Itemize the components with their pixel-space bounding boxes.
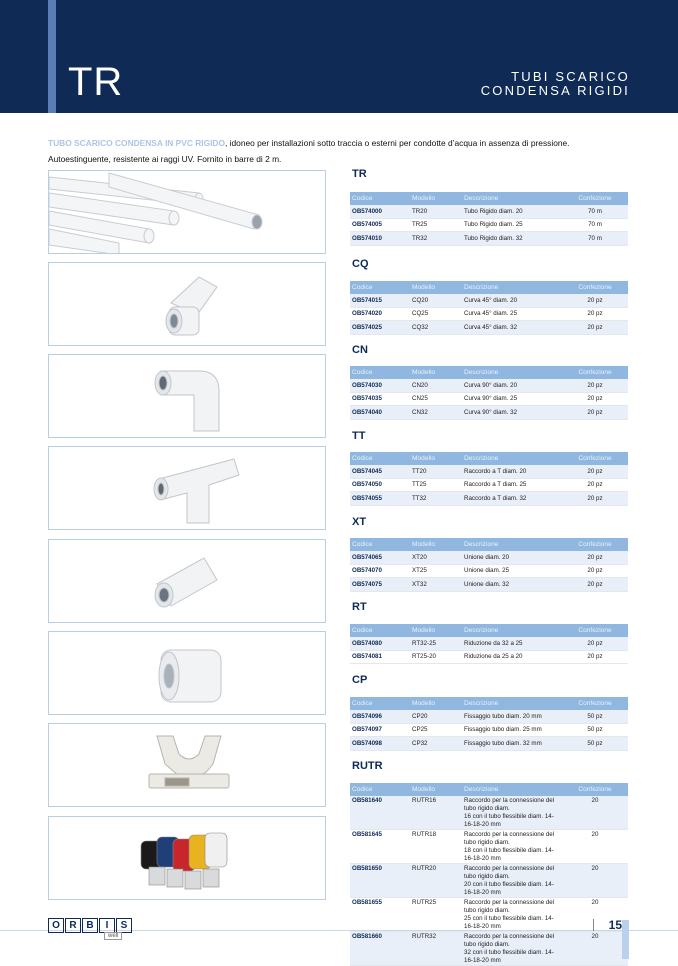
table-rutr [350,783,628,966]
cell-desc-line1: Raccordo per la connessione del tubo rigido diam. [464,831,555,846]
table-row [350,478,628,492]
table-row [350,796,628,830]
header-code: Codice [350,624,410,637]
curve-45-illustration [49,263,326,346]
photo-rt [48,631,326,715]
logo-letter: O [48,918,64,933]
cell-pack: 20 pz [562,578,628,592]
cell-model: CQ32 [410,321,462,335]
cell-pack: 20 [562,864,628,898]
table-row [350,307,628,321]
page-title [481,70,630,98]
cell-pack: 20 pz [562,564,628,578]
cell-desc [462,932,562,966]
header-desc: Descrizione [462,624,562,637]
logo-letter: I [99,918,115,933]
header-model: Modello [410,366,462,379]
cell-model: CP20 [410,710,462,723]
cell-model: TT20 [410,465,462,478]
cell-model: XT20 [410,551,462,564]
photo-cp [48,723,326,807]
cell-code: OB581640 [350,796,410,830]
header-code: Codice [350,697,410,710]
cell-code: OB574045 [350,465,410,478]
header-pack: Confezione [562,366,628,379]
cell-pack: 20 pz [562,650,628,664]
cell-model: RUTR16 [410,796,462,830]
cell-desc: Fissaggio tubo diam. 32 mm [462,737,562,751]
header-desc: Descrizione [462,366,562,379]
cell-code: OB574030 [350,379,410,392]
cell-pack: 20 [562,932,628,966]
cell-model: RUTR32 [410,932,462,966]
cell-desc-line2: 18 con il tubo flessibile diam. 14-16-18-20 mm [464,847,554,862]
cell-desc: Curva 90° diam. 20 [462,379,562,392]
cell-desc-line2: 16 con il tubo flessibile diam. 14-16-18-20 mm [464,813,554,828]
cell-pack: 20 pz [562,551,628,564]
table-row [350,551,628,564]
cell-model: RT32-25 [410,637,462,650]
tee-illustration [49,447,326,530]
table-cn [350,366,628,420]
cell-model: CP25 [410,723,462,737]
cell-pack: 20 [562,796,628,830]
union-illustration [49,540,326,623]
cell-desc-line2: 25 con il tubo flessibile diam. 14-16-18-20 mm [464,915,554,930]
cell-pack: 20 pz [562,294,628,307]
table-row [350,564,628,578]
cell-model: CN32 [410,406,462,420]
page-header [0,0,678,113]
footer-accent-bar [622,920,629,959]
cell-desc: Curva 90° diam. 25 [462,392,562,406]
header-code: Codice [350,783,410,796]
intro-text [48,135,638,167]
cell-code: OB581655 [350,898,410,932]
cell-code: OB574065 [350,551,410,564]
table-cp [350,697,628,751]
connectors-illustration [49,817,326,900]
intro-line2: Autoestinguente, resistente ai raggi UV. Fornito in barre di 2 m. [48,154,282,164]
section-title-tt: TT [352,430,366,442]
header-model: Modello [410,192,462,205]
table-row [350,637,628,650]
logo-letter: S [116,918,132,933]
photo-tr [48,170,326,254]
cell-desc [462,864,562,898]
table-row [350,650,628,664]
cell-code: OB574050 [350,478,410,492]
title-line-1: TUBI SCARICO [511,69,630,84]
table-tr [350,192,628,246]
header-code: Codice [350,452,410,465]
header-pack: Confezione [562,624,628,637]
header-code: Codice [350,538,410,551]
header-desc: Descrizione [462,697,562,710]
cell-code: OB574035 [350,392,410,406]
photo-rutr [48,816,326,900]
cell-code: OB581660 [350,932,410,966]
clip-illustration [49,724,326,807]
table-row [350,830,628,864]
cell-model: TT25 [410,478,462,492]
cell-model: CN25 [410,392,462,406]
curve-90-illustration [49,355,326,438]
cell-desc: Fissaggio tubo diam. 25 mm [462,723,562,737]
photo-tt [48,446,326,530]
table-header-row [350,783,628,796]
table-row [350,492,628,506]
cell-code: OB574055 [350,492,410,506]
header-desc: Descrizione [462,783,562,796]
section-title-xt: XT [352,516,367,528]
cell-desc: Unione diam. 32 [462,578,562,592]
cell-desc-line1: Raccordo per la connessione del tubo rigido diam. [464,899,555,914]
cell-model: RT25-20 [410,650,462,664]
cell-desc [462,830,562,864]
table-row [350,294,628,307]
logo-letter: B [82,918,98,933]
header-desc: Descrizione [462,192,562,205]
photo-cn [48,354,326,438]
table-rt [350,624,628,664]
table-header-row [350,697,628,710]
cell-model: TR20 [410,205,462,218]
table-header-row [350,281,628,294]
header-desc: Descrizione [462,281,562,294]
photo-xt [48,539,326,623]
cell-code: OB574081 [350,650,410,664]
cell-model: CQ25 [410,307,462,321]
cell-pack: 20 pz [562,478,628,492]
header-pack: Confezione [562,281,628,294]
section-title-rutr: RUTR [352,760,383,772]
cell-code: OB581645 [350,830,410,864]
cell-pack: 20 pz [562,465,628,478]
table-cq [350,281,628,335]
table-tt [350,452,628,506]
cell-code: OB574020 [350,307,410,321]
header-code: Codice [350,192,410,205]
table-row [350,710,628,723]
cell-desc [462,898,562,932]
cell-desc: Unione diam. 25 [462,564,562,578]
table-row [350,321,628,335]
page-separator [593,919,594,931]
cell-desc-line1: Raccordo per la connessione del tubo rigido diam. [464,865,555,880]
header-model: Modello [410,624,462,637]
cell-model: TR32 [410,232,462,246]
cell-model: XT25 [410,564,462,578]
cell-pack: 20 pz [562,321,628,335]
cell-pack: 20 pz [562,392,628,406]
header-model: Modello [410,538,462,551]
cell-desc-line1: Raccordo per la connessione del tubo rigido diam. [464,797,555,812]
cell-code: OB574025 [350,321,410,335]
section-title-cn: CN [352,344,368,356]
cell-desc: Tubo Rigido diam. 32 [462,232,562,246]
cell-desc [462,796,562,830]
table-row [350,406,628,420]
cell-desc: Fissaggio tubo diam. 20 mm [462,710,562,723]
logo-letter: R [65,918,81,933]
cell-pack: 70 m [562,232,628,246]
table-row [350,737,628,751]
header-code: Codice [350,281,410,294]
table-row [350,723,628,737]
table-row [350,392,628,406]
cell-model: RUTR18 [410,830,462,864]
cell-desc-line2: 20 con il tubo flessibile diam. 14-16-18-20 mm [464,881,554,896]
cell-model: TR25 [410,218,462,232]
cell-code: OB574040 [350,406,410,420]
cell-desc: Curva 45° diam. 20 [462,294,562,307]
cell-desc: Curva 45° diam. 25 [462,307,562,321]
intro-line1: , idoneo per installazioni sotto traccia o esterni per condotte d’acqua in assenza di pressione. [224,138,570,148]
intro-highlight: TUBO SCARICO CONDENSA IN PVC RIGIDO [48,138,225,148]
cell-pack: 20 pz [562,307,628,321]
table-row [350,864,628,898]
cell-code: OB574005 [350,218,410,232]
header-stripe [48,0,56,113]
cell-code: OB581650 [350,864,410,898]
table-header-row [350,366,628,379]
cell-code: OB574098 [350,737,410,751]
reducer-illustration [49,632,326,715]
cell-pack: 20 [562,898,628,932]
table-header-row [350,538,628,551]
table-row [350,578,628,592]
header-model: Modello [410,452,462,465]
cell-code: OB574080 [350,637,410,650]
page-number: 15 [608,918,622,932]
cell-pack: 50 pz [562,710,628,723]
tubes-illustration [49,171,326,254]
table-header-row [350,624,628,637]
cell-model: CN20 [410,379,462,392]
section-title-cp: CP [352,674,368,686]
cell-code: OB574010 [350,232,410,246]
cell-pack: 20 pz [562,406,628,420]
header-desc: Descrizione [462,538,562,551]
cell-pack: 20 [562,830,628,864]
header-pack: Confezione [562,538,628,551]
orbis-logo [48,918,133,933]
page-code: TR [68,60,124,104]
cell-pack: 70 m [562,205,628,218]
title-line-2: CONDENSA RIGIDI [480,83,630,98]
table-row [350,465,628,478]
cell-desc: Raccordo a T diam. 25 [462,478,562,492]
cell-model: XT32 [410,578,462,592]
section-title-cq: CQ [352,258,369,270]
cell-pack: 20 pz [562,492,628,506]
header-model: Modello [410,783,462,796]
header-model: Modello [410,281,462,294]
cell-pack: 50 pz [562,737,628,751]
cell-code: OB574015 [350,294,410,307]
section-title-tr: TR [352,168,367,180]
table-xt [350,538,628,592]
cell-desc: Tubo Rigido diam. 25 [462,218,562,232]
table-header-row [350,192,628,205]
cell-desc: Raccordo a T diam. 20 [462,465,562,478]
table-row [350,232,628,246]
cell-model: RUTR20 [410,864,462,898]
cell-code: OB574070 [350,564,410,578]
cell-desc-line1: Raccordo per la connessione del tubo rigido diam. [464,933,555,948]
table-header-row [350,452,628,465]
section-title-rt: RT [352,601,367,613]
header-pack: Confezione [562,783,628,796]
table-row [350,218,628,232]
cell-code: OB574096 [350,710,410,723]
cell-code: OB574097 [350,723,410,737]
table-row [350,898,628,932]
header-pack: Confezione [562,452,628,465]
cell-pack: 20 pz [562,637,628,650]
cell-desc: Raccordo a T diam. 32 [462,492,562,506]
logo-sub: well [104,932,122,940]
cell-code: OB574075 [350,578,410,592]
cell-desc: Curva 90° diam. 32 [462,406,562,420]
header-pack: Confezione [562,192,628,205]
cell-desc: Unione diam. 20 [462,551,562,564]
cell-pack: 70 m [562,218,628,232]
header-pack: Confezione [562,697,628,710]
table-row [350,932,628,966]
cell-desc-line2: 32 con il tubo flessibile diam. 14-16-18-20 mm [464,949,554,964]
cell-model: CP32 [410,737,462,751]
cell-model: CQ20 [410,294,462,307]
cell-model: TT32 [410,492,462,506]
cell-desc: Riduzione da 32 a 25 [462,637,562,650]
cell-code: OB574000 [350,205,410,218]
cell-desc: Curva 45° diam. 32 [462,321,562,335]
photo-cq [48,262,326,346]
cell-pack: 20 pz [562,379,628,392]
header-desc: Descrizione [462,452,562,465]
cell-desc: Tubo Rigido diam. 20 [462,205,562,218]
header-model: Modello [410,697,462,710]
table-row [350,205,628,218]
table-row [350,379,628,392]
header-code: Codice [350,366,410,379]
cell-desc: Riduzione da 25 a 20 [462,650,562,664]
cell-model: RUTR25 [410,898,462,932]
cell-pack: 50 pz [562,723,628,737]
